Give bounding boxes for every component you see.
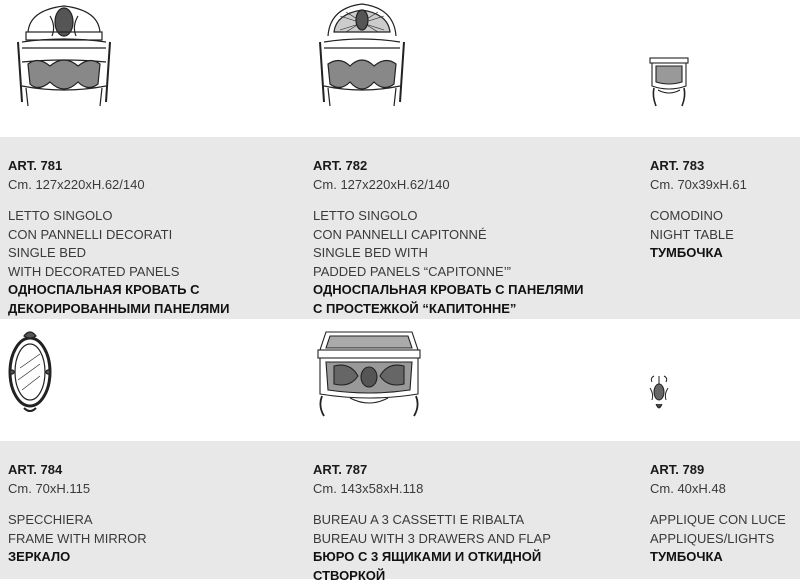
description-line: CON PANNELLI DECORATI xyxy=(8,226,229,245)
russian-description: ОДНОСПАЛЬНАЯ КРОВАТЬ С ПАНЕЛЯМИ xyxy=(313,281,584,300)
description-line: WITH DECORATED PANELS xyxy=(8,263,229,282)
description-line: NIGHT TABLE xyxy=(650,226,747,245)
description-line: CON PANNELLI CAPITONNÉ xyxy=(313,226,584,245)
description-line: SINGLE BED WITH xyxy=(313,244,584,263)
article-number: ART. 789 xyxy=(650,462,786,478)
dimensions: Cm. 40xH.48 xyxy=(650,481,786,497)
product-789 xyxy=(650,462,786,567)
description-line: SPECCHIERA xyxy=(8,511,147,530)
description-line: LETTO SINGOLO xyxy=(313,207,584,226)
product-784 xyxy=(8,462,147,567)
article-number: ART. 781 xyxy=(8,158,229,174)
russian-description: СТВОРКОЙ xyxy=(313,567,551,585)
wall-applique-icon xyxy=(648,374,670,412)
product-787 xyxy=(313,462,551,585)
russian-description: ТУМБОЧКА xyxy=(650,548,786,567)
dimensions: Cm. 143x58xH.118 xyxy=(313,481,551,497)
ornate-single-bed-icon xyxy=(8,2,120,110)
article-number: ART. 783 xyxy=(650,158,747,174)
product-782 xyxy=(313,158,584,318)
russian-description: ОДНОСПАЛЬНАЯ КРОВАТЬ С xyxy=(8,281,229,300)
russian-description: ДЕКОРИРОВАННЫМИ ПАНЕЛЯМИ xyxy=(8,300,229,319)
dimensions: Cm. 70xH.115 xyxy=(8,481,147,497)
article-number: ART. 787 xyxy=(313,462,551,478)
description-line: APPLIQUES/LIGHTS xyxy=(650,530,786,549)
oval-mirror-icon xyxy=(6,328,54,412)
night-table-icon xyxy=(648,56,690,108)
description-line: PADDED PANELS “CAPITONNE’” xyxy=(313,263,584,282)
description-line: BUREAU WITH 3 DRAWERS AND FLAP xyxy=(313,530,551,549)
product-781 xyxy=(8,158,229,318)
article-number: ART. 784 xyxy=(8,462,147,478)
dimensions: Cm. 70x39xH.61 xyxy=(650,177,747,193)
dimensions: Cm. 127x220xH.62/140 xyxy=(313,177,584,193)
bureau-icon xyxy=(314,322,424,418)
description-line: COMODINO xyxy=(650,207,747,226)
description-line: SINGLE BED xyxy=(8,244,229,263)
capitonne-single-bed-icon xyxy=(312,2,412,110)
description-line: FRAME WITH MIRROR xyxy=(8,530,147,549)
description-line: APPLIQUE CON LUCE xyxy=(650,511,786,530)
description-line: BUREAU A 3 CASSETTI E RIBALTA xyxy=(313,511,551,530)
russian-description: С ПРОСТЕЖКОЙ “КАПИТОННЕ” xyxy=(313,300,584,319)
russian-description: БЮРО С 3 ЯЩИКАМИ И ОТКИДНОЙ xyxy=(313,548,551,567)
dimensions: Cm. 127x220xH.62/140 xyxy=(8,177,229,193)
article-number: ART. 782 xyxy=(313,158,584,174)
product-783 xyxy=(650,158,747,263)
description-line: LETTO SINGOLO xyxy=(8,207,229,226)
russian-description: ЗЕРКАЛО xyxy=(8,548,147,567)
russian-description: ТУМБОЧКА xyxy=(650,244,747,263)
